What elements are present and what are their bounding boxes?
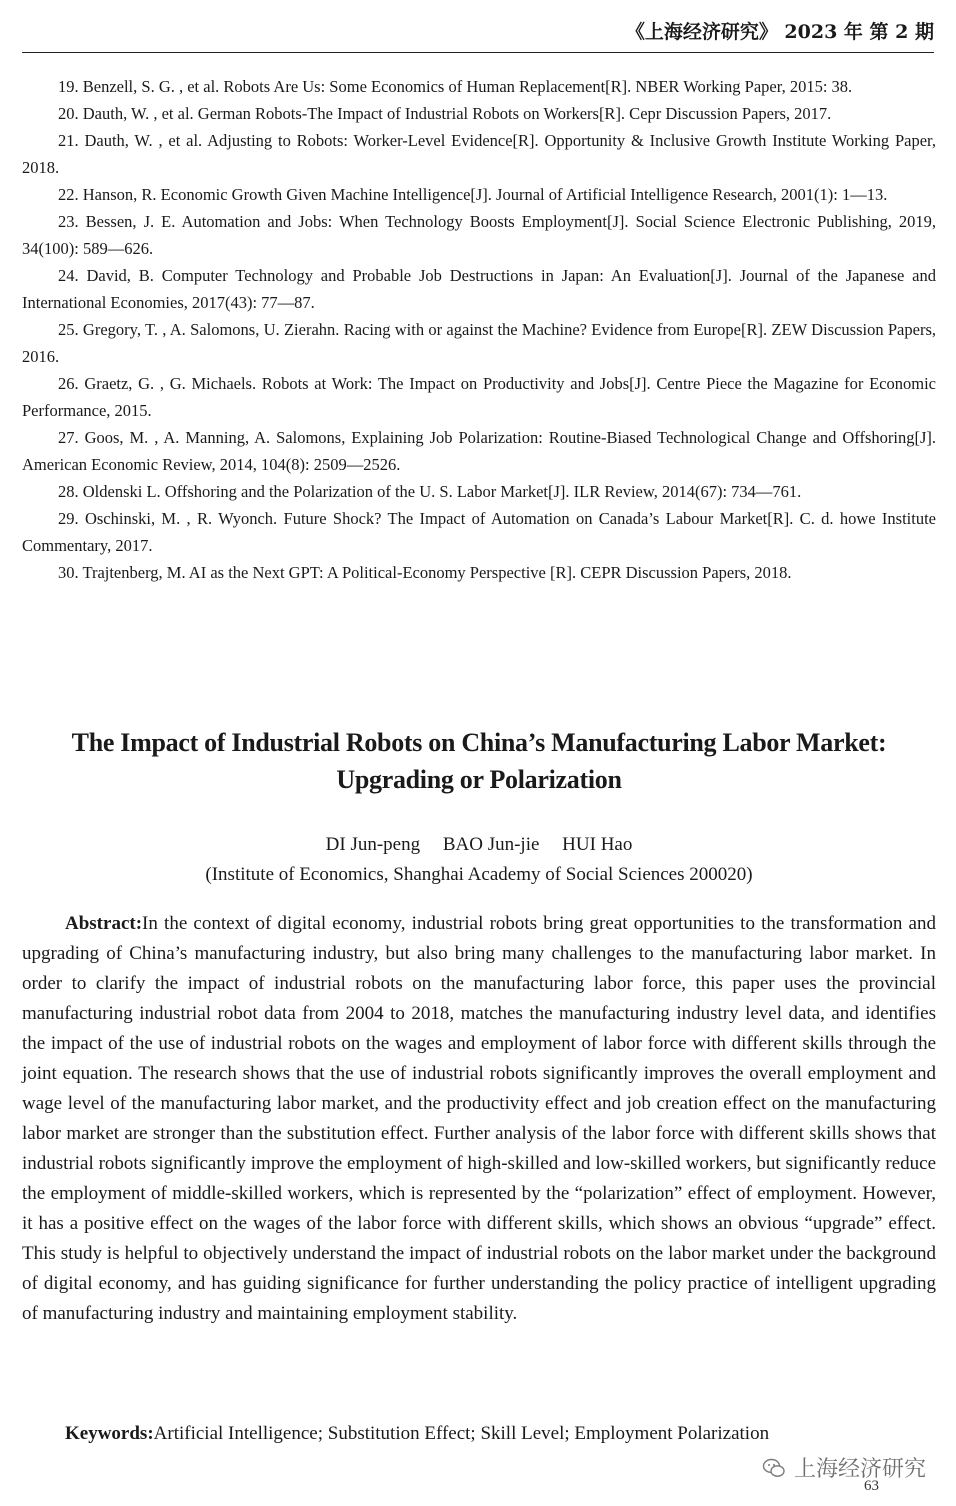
reference-item: 19. Benzell, S. G. , et al. Robots Are Us: Some Economics of Human Replacement[R]. NBER Working Paper, 2015: 38. [58, 77, 853, 96]
keywords-label: Keywords: [65, 1423, 154, 1444]
watermark [762, 1452, 926, 1483]
keywords [22, 1419, 936, 1449]
reference-list [22, 73, 936, 586]
reference-item: 22. Hanson, R. Economic Growth Given Machine Intelligence[J]. Journal of Artificial Intelligence Research, 2001(1): 1—13. [58, 185, 888, 204]
reference-item: 25. Gregory, T. , A. Salomons, U. Zierahn. Racing with or against the Machine? Evidence from Europe[R]. ZEW Discussion Papers, 2016. [22, 320, 936, 366]
abstract-text: In the context of digital economy, industrial robots bring great opportunities to the transformation and upgrading of China’s manufacturing industry, but also bring many challenges to the manufacturing labor market. In order to clarify the impact of industrial robots on the manufacturing labor force, this paper uses the provincial manufacturing industrial robot data from 2004 to 2018, matches the manufacturing industry level data, and identifies the impact of the use of industrial robots on the wages and employment of labor force with different skills through the joint equation. The research shows that the use of industrial robots significantly improves the overall employment and wage level of the manufacturing labor market, and the productivity effect and job creation effect on the manufacturing labor market are stronger than the substitution effect. Further analysis of the labor force with different skills shows that industrial robots significantly improve the employment of high-skilled and low-skilled workers, but significantly reduce the employment of middle-skilled workers, which is represented by the “polarization” effect of employment. However, it has a positive effect on the wages of the labor force with different skills, which shows an obvious “upgrade” effect. This study is helpful to objectively understand the impact of industrial robots on the labor market under the background of digital economy, and has guiding significance for further understanding the policy practice of intelligent upgrading of manufacturing industry and maintaining employment stability. [22, 913, 936, 1324]
wechat-icon [762, 1456, 786, 1480]
page-number: 63 [864, 1478, 879, 1494]
author-name: BAO Jun-jie [442, 834, 540, 855]
keywords-text: Artificial Intelligence; Substitution Effect; Skill Level; Employment Polarization [153, 1423, 770, 1444]
reference-item: 28. Oldenski L. Offshoring and the Polarization of the U. S. Labor Market[J]. ILR Review, 2014(67): 734—761. [58, 482, 802, 501]
abstract-label: Abstract: [65, 913, 143, 934]
author-block [22, 830, 936, 890]
reference-item: 24. David, B. Computer Technology and Probable Job Destructions in Japan: An Evaluation[J]. Journal of the Japanese and International Economies, 2017(43): 77—87. [22, 266, 936, 312]
author-name: HUI Hao [562, 834, 633, 855]
reference-item: 21. Dauth, W. , et al. Adjusting to Robots: Worker-Level Evidence[R]. Opportunity & Inclusive Growth Institute Working Paper, 2018. [22, 131, 936, 177]
reference-item: 26. Graetz, G. , G. Michaels. Robots at Work: The Impact on Productivity and Jobs[J]. Centre Piece the Magazine for Economic Performance, 2015. [22, 374, 936, 420]
reference-item: 30. Trajtenberg, M. AI as the Next GPT: A Political-Economy Perspective [R]. CEPR Discussion Papers, 2018. [58, 563, 792, 582]
abstract [22, 909, 936, 1329]
title-line-2: Upgrading or Polarization [336, 765, 622, 794]
reference-item: 23. Bessen, J. E. Automation and Jobs: When Technology Boosts Employment[J]. Social Science Electronic Publishing, 2019, 34(100): 589—626. [22, 212, 936, 258]
author-name: DI Jun-peng [325, 834, 421, 855]
affiliation: (Institute of Economics, Shanghai Academy of Social Sciences 200020) [205, 864, 753, 885]
reference-item: 27. Goos, M. , A. Manning, A. Salomons, Explaining Job Polarization: Routine-Biased Technological Change and Offshoring[J]. American Economic Review, 2014, 104(8): 2509—2526. [22, 428, 936, 474]
watermark-text: 上海经济研究 [793, 1457, 926, 1482]
reference-item: 20. Dauth, W. , et al. German Robots-The Impact of Industrial Robots on Workers[R]. Cepr Discussion Papers, 2017. [58, 104, 832, 123]
journal-header [22, 14, 934, 53]
reference-item: 29. Oschinski, M. , R. Wyonch. Future Shock? The Impact of Automation on Canada’s Labour Market[R]. C. d. howe Institute Commentary, 2017. [22, 509, 936, 555]
article-title [22, 724, 936, 798]
title-line-1: The Impact of Industrial Robots on China’s Manufacturing Labor Market: [71, 728, 887, 757]
journal-issue: 《上海经济研究》 2023 年 第 2 期 [625, 21, 934, 43]
author-names [22, 830, 936, 860]
